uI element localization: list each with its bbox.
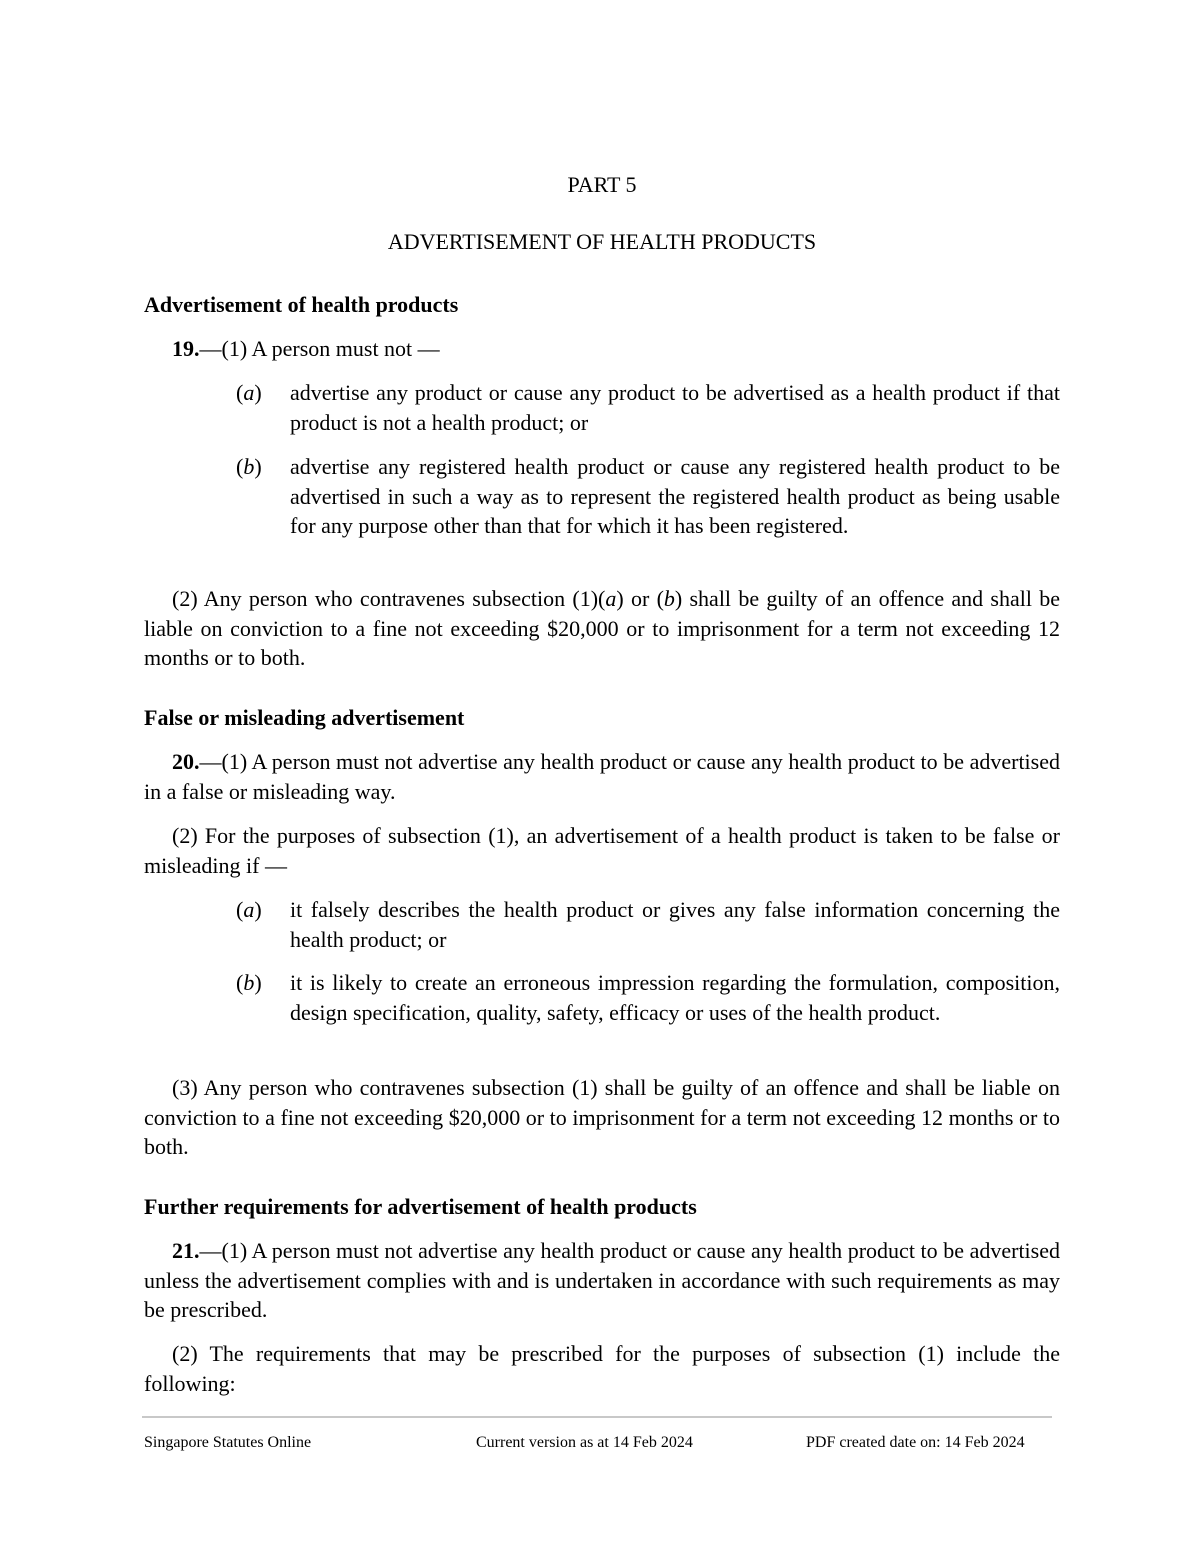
section-20-subsection-1 <box>144 747 1060 806</box>
item-text: it falsely describes the health product or gives any false information concerning the health product; or <box>290 897 1060 952</box>
section-number: 19. <box>172 336 200 361</box>
section-19-subsection-2: (2) Any person who contravenes subsection (1)(a) or (b) shall be guilty of an offence and shall be liable on conviction to a fine not exceeding $20,000 or to imprisonment for a term not exceeding 12 months or to both. <box>144 586 1061 670</box>
footer-divider <box>142 1416 1052 1418</box>
subsection-text: —(1) A person must not — <box>199 336 440 361</box>
section-20-subsection-3: (3) Any person who contravenes subsection (1) shall be guilty of an offence and shall be liable on conviction to a fine not exceeding $20,000 or to imprisonment for a term not exceeding 12 months or to both. <box>144 1075 1060 1159</box>
item-label: (a) <box>236 897 262 922</box>
section-21-subsection-2: (2) The requirements that may be prescribed for the purposes of subsection (1) include the following: <box>144 1341 1060 1396</box>
item-text: it is likely to create an erroneous impression regarding the formulation, composition, design specification, quality, safety, efficacy or uses of the health product. <box>290 970 1060 1025</box>
footer-pdf-date: PDF created date on: 14 Feb 2024 <box>806 1434 1025 1451</box>
section-heading: False or misleading advertisement <box>144 705 465 730</box>
item-label: (b) <box>236 454 262 479</box>
section-20-subsection-2: (2) For the purposes of subsection (1), an advertisement of a health product is taken to be false or misleading if — <box>144 823 1060 878</box>
section-21-subsection-1 <box>144 1236 1060 1325</box>
part-title: ADVERTISEMENT OF HEALTH PRODUCTS <box>387 229 817 254</box>
list-item <box>236 968 1060 1027</box>
list-item <box>236 895 1060 954</box>
footer-version: Current version as at 14 Feb 2024 <box>476 1434 693 1451</box>
list-item <box>236 378 1060 437</box>
section-number: 21. <box>172 1238 200 1263</box>
footer-source: Singapore Statutes Online <box>144 1434 312 1451</box>
section-heading: Further requirements for advertisement of health products <box>144 1194 697 1219</box>
item-text: advertise any registered health product or cause any registered health product to be advertised in such a way as to represent the registered health product as being usable for any purpose other than that for which it has been registered. <box>290 454 1060 538</box>
item-label: (b) <box>236 970 262 995</box>
list-item <box>236 452 1060 541</box>
section-number: 20. <box>172 749 200 774</box>
section-19-subsection-1 <box>144 334 1060 364</box>
part-number: PART 5 <box>567 172 637 197</box>
subsection-text: —(1) A person must not advertise any health product or cause any health product to be advertised in a false or misleading way. <box>144 749 1060 804</box>
section-heading: Advertisement of health products <box>144 292 459 317</box>
subsection-text: —(1) A person must not advertise any health product or cause any health product to be advertised unless the advertisement complies with and is undertaken in accordance with such requirements as may be prescribed. <box>144 1238 1060 1322</box>
item-label: (a) <box>236 380 262 405</box>
item-text: advertise any product or cause any product to be advertised as a health product if that product is not a health product; or <box>290 380 1060 435</box>
